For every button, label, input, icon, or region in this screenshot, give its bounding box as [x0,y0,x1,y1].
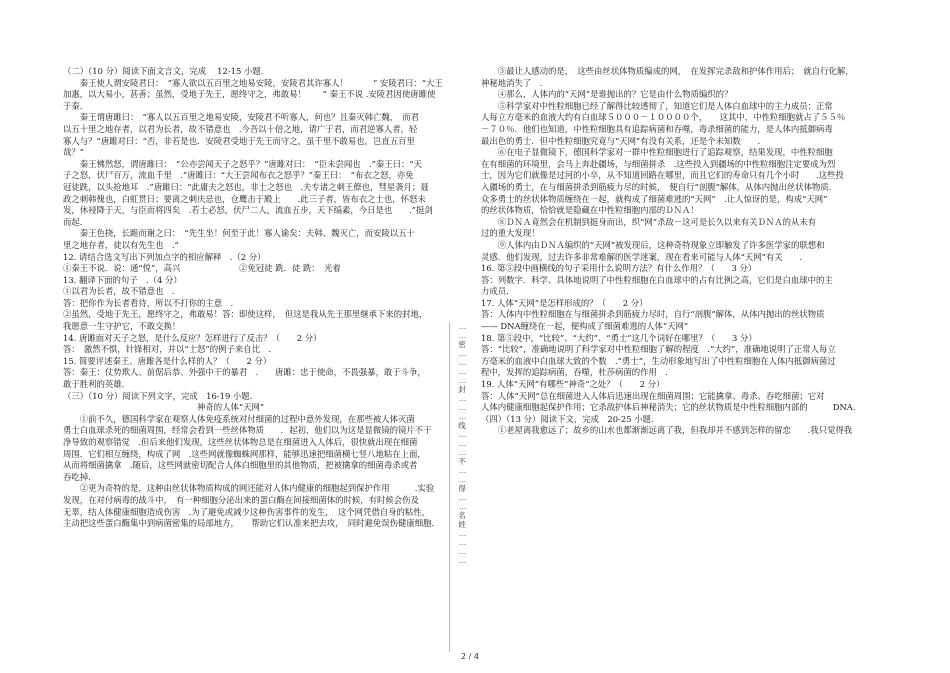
right-text-line: 最出色的勇士．但中性粒细胞究竟与“天网”有没有关系，还是个未知数 . [481,135,761,146]
left-text-line: 14. 唐雎面对天子之怒，是什么反应？怎样进行了反击？（ 2 分） [63,332,322,343]
right-text-line: ④那么，人体内的“天网”是谁抛出的？它是由什么物质编织的？ [481,89,733,100]
left-text-line: 13. 翻译下面的句子 .（4 分） [63,274,182,285]
left-text-line: ①秦王不说．说：通“悦”，高兴 ②免冠徒 跣．徒 跣： 光着 [63,263,341,274]
left-text-line: 12. 请结合选文写出下列加点字的相应解释 .（2 分） [63,251,266,262]
left-text-line: 政之刺韩傀也，白虹贯日；要离之刺庆忌也，仓鹰击于殿上 .此三子者，皆布衣之士也，怀怒未 [63,193,426,204]
right-column [481,66,898,646]
left-text-line: 答： 激然不惧，针锋相对，并以“士怒”的例子来自比 . [63,344,272,355]
right-text-line: 18. 第⑤段中，“比较”、“大约”、“勇士”这几个词好在哪里？（ 3 分） [481,332,757,343]
seal-mark-2: 封 [458,385,466,394]
left-text-line: 而起． [63,216,89,227]
left-text-line: （三）（10 分）阅读下列文字，完成 16-19 小题． [63,390,259,401]
right-text-line: —— DNA缠绕在一起，便构成了细菌难逃的人体“天网” [481,321,689,332]
left-text-line: 净导致的观察错觉 .但后来他们发现，这些丝状体物总是在细菌进入人体后，很快就出现在细菌 [63,437,418,447]
label-name-2: 姓 [458,520,466,529]
right-text-line: 过的重大发现！ [481,228,540,239]
left-text-line: 勇士白血球杀死的细菌周围，经常会看到一些丝体物质 ．起初，他们以为这是显微镜的镜片不干 [63,425,432,436]
left-text-line: 周围．它们相互缠绕，构成了网 .这些网就像蜘蛛网那样，能够迅速把细菌横七竖八地粘在上面， [63,448,426,459]
left-text-line: ①前不久，德国科学家在观察人体免疫系统对付细菌的过程中意外发现，在那些被人体灭菌 [63,413,415,424]
right-text-line: 方毫米的血液中白血球大致的个数 .“勇士”，生动形象地写出了中性粒细胞在人体内抵御病菌过 [481,355,836,366]
left-text-line: 里之地存者，徒以有先生也 .” [63,239,179,250]
right-text-line: －７０％．他们也知道，中性粒细胞具有追踪病菌和吞噬，毒杀细菌的能力，是人体内抵御病毒 [481,123,833,134]
left-text-line: 秦王怫然怒，谓唐雎曰： “公亦尝闻天子之怒乎？”唐雎对曰： “臣未尝闻也 .”秦王曰：“天 [63,158,423,169]
right-text-line: ①老屋离我愈远了；故乡的山水也都渐渐远离了我，但我却并不感到怎样的留恋 .我只觉得我 [481,425,853,436]
right-text-line: 入疆场的勇士，在与细菌拼杀到筋疲力尽的时候， 便自行“剖腹”解体，从体内抛出丝状体物质． [481,181,838,192]
left-text-line: 答：把你作为长者看待，所以不打你的主意 . [63,297,234,308]
right-text-line: 神秘地消失了 . [481,77,543,88]
right-text-line: 人每立方毫米的血液大约有白血球５０００－１００００个， 这其中，中性粒细胞就占了５５％ [481,112,846,123]
right-text-line: ③最让人感动的是， 这些由丝状体物质编成的网， 在发挥完杀敌和护体作用后； 就自行化解， [481,66,854,76]
left-text-line: 发现，在对付病毒的战斗中， 有一种细胞分泌出来的蛋白酶在间接细菌体的时候，有时候会伤及 [63,494,419,505]
left-text-line: 秦王谓唐雎曰： “寡人以五百里之地易安陵，安陵君不听寡人，何也？且秦灭韩亡魏， 而君 [63,112,420,123]
left-text-line: 主动把这些蛋白酶集中到病菌密集的局部地方， 帮助它们认准来把去攻， 同时避免误伤健康细胞． [63,518,440,529]
left-text-line: 我愿意一生守护它，不敢交换！ [63,321,181,332]
left-text-line: 从而将细菌擒拿 .随后，这些网就密切配合人体白细胞里的其他物质，把被擒拿的细菌毒杀或者 [63,460,418,471]
right-text-line: ⑥在电子显微镜下，德国科学家对一群中性粒细胞进行了追踪观察，结果发现，中性粒细胞 [481,147,833,158]
right-text-line: ⑨人体内由ＤＮＡ编织的“天网”被发现后，这种奇特现象立即触发了许多医学家的联想和 [481,239,825,250]
seal-mark-3: 线 [458,421,466,430]
left-text-line: 发，休祲降于天，与臣而将四矣 .若士必怒，伏尸二人，流血五步，天下缟素，今日是也 .”挺剑 [63,205,433,216]
page-number: 2 / 4 [461,652,479,661]
right-text-line: 众多勇士的丝状体物质缠绕在一起，就构成了细菌难逃的“天网” .让人惊讶的是，构成“天网” [481,193,828,204]
seal-mark-5: 得 [458,484,466,493]
seal-mark-4: 不 [458,457,466,466]
left-text-line: ②更为奇特的是，这种由丝状体物质构成的网还能对人体内健康的细胞起到保护作用 .实验 [63,483,435,494]
right-text-line: 19. 人体“天网”有哪些“神奇”之处？（ 2 分） [481,379,665,390]
right-text-line: 的丝状体物质，恰恰就是隐藏在中性粒细胞内部的ＤＮＡ！ [481,205,699,216]
right-text-line: 答：人体内中性粒细胞在与细菌拼杀到筋疲力尽时，自行“剖腹”解体，从体内抛出的丝状物质 [481,309,825,320]
right-text-line: 16. 第⑤段中画横线的句子采用什么说明方法？有什么作用？（ 3 分） [481,263,757,274]
right-text-line: 在有细菌的环境里，会马上奔赴疆场，与细菌拼杀 .这些投入到疆场的中性粒细胞注定要成为烈 [481,158,836,169]
right-text-line: 答：列数字．科学、具体地说明了中性粒细胞在白血球中的占有比例之高，它们是白血球中的主 [481,274,833,285]
left-text-line: 以五十里之地存者，以君为长者，故不错意也 .今吾以十倍之地，请广于君，而君逆寡人者，轻 [63,123,418,134]
left-text-line: （二）（10 分）阅读下面文言文，完成 12-15 小题． [63,66,270,76]
left-text-line: 吞吃掉． [63,471,97,482]
right-text-line: 士，因为它们就像是过河的小卒，从不知道回路在哪里，而且它们的寿命只有几个小时 .这些投 [481,170,844,181]
left-text-line: 加惠，以大易小，甚善；虽然，受地于先王，愿终守之，弗敢易！ ” 秦王不说 .安陵君因使唐雎使 [63,89,436,100]
right-text-line: 答：人体“天网”总在细菌进入人体后迅速出现在细菌周围；它能擒拿、毒杀、吞吃细菌；它对 [481,390,825,401]
left-column [63,66,467,646]
right-text-line: ⑧ＤＮＡ竟然会在机制到挺身而出，织“网”杀敌－这可是长久以来有关ＤＮＡ的从未有 [481,216,817,227]
left-text-line: ②虽然，受地于先王，愿终守之，弗敢易！答：即使这样， 但这是我从先王那里继承下来的封地， [63,309,428,320]
left-text-line: 秦王色挠，长跪而谢之曰： “先生坐！何至于此！寡人谕矣：夫韩、魏灭亡，而安陵以五十 [63,228,415,239]
left-text-line: 于秦． [63,100,89,111]
left-text-line: 15. 简要评述秦王、唐雎各是什么样的人？（ 2 分） [63,355,272,366]
binding-line [449,322,450,652]
right-text-line: 力成员． [481,286,515,297]
right-text-line: （四）（13 分）阅读下文，完成 20-25 小题． [481,413,660,424]
left-text-line: 神奇的人体“天网” [63,402,265,413]
left-text-line: ①以君为长者，故不错意也 . [63,286,175,297]
left-text-line: 寡人与？”唐雎对曰：“否，非若是也．安陵君受地于先王而守之，虽千里不敢易也，岂直五百里 [63,135,415,146]
right-text-line: 灵感．他们发现，过去许多非常难解的医学迷案，现在看来可能与人体“天网”有关 . [481,251,803,262]
label-name-1: 名 [458,511,466,520]
left-text-line: 哉？” [63,147,85,158]
right-text-line: 程中，发挥的追踪病菌，吞噬，杜莎病菌的作用 . [481,367,668,378]
right-text-line: 答：“比较”，准确地说明了科学家对中性粒细胞了解的程度 .“大约”，准确地说明了正常人每立 [481,344,836,355]
binding-margin: … … 密 … … … … 封 … … … 线 … … … 不 … … 得 … … 名 姓 … … … … [455,322,469,662]
left-text-line: 子之怒，伏尸百万，流血千里 .”唐雎曰：“大王尝闻布衣之怒乎？”秦王曰： “布衣之怒，亦免 [63,170,414,181]
left-text-line: 秦王使人谓安陵君曰： “寡人欲以五百里之地易安陵，安陵君其许寡人！ ” 安陵君曰：“大王 [63,77,443,88]
right-text-line: 人体内健康细胞起保护作用；它杀敌护体后神秘消失；它的丝状物质是中性粒细胞内部的 DNA. [481,402,856,413]
left-text-line: 敢于胜利的英雄． [63,379,130,390]
left-text-line: 无辜，结人体健康细胞造成伤害 .为了避免或减少这种伤害事件的发生， 这个网凭借自身的粘性， [63,506,430,517]
seal-mark-1: 密 [458,340,466,349]
left-text-line: 冠徒跣，以头抢地耳 .”唐雎曰：“此庸夫之怒也，非士之怒也 .夫专诸之刺王僚也，彗星袭月；聂 [63,181,429,192]
left-text-line: 答：秦王：仗势欺人、前倨后恭、外强中干的暴君 . 唐雎：忠于使命，不畏强暴，敢于斗争， [63,367,426,378]
right-text-line: ⑤科学家对中性粒细胞已经了解得比较透彻了，知道它们是人体白血球中的主力成员：正常 [481,100,833,111]
right-text-line: 17. 人体“天网”是怎样形成的？（ 2 分） [481,297,648,308]
